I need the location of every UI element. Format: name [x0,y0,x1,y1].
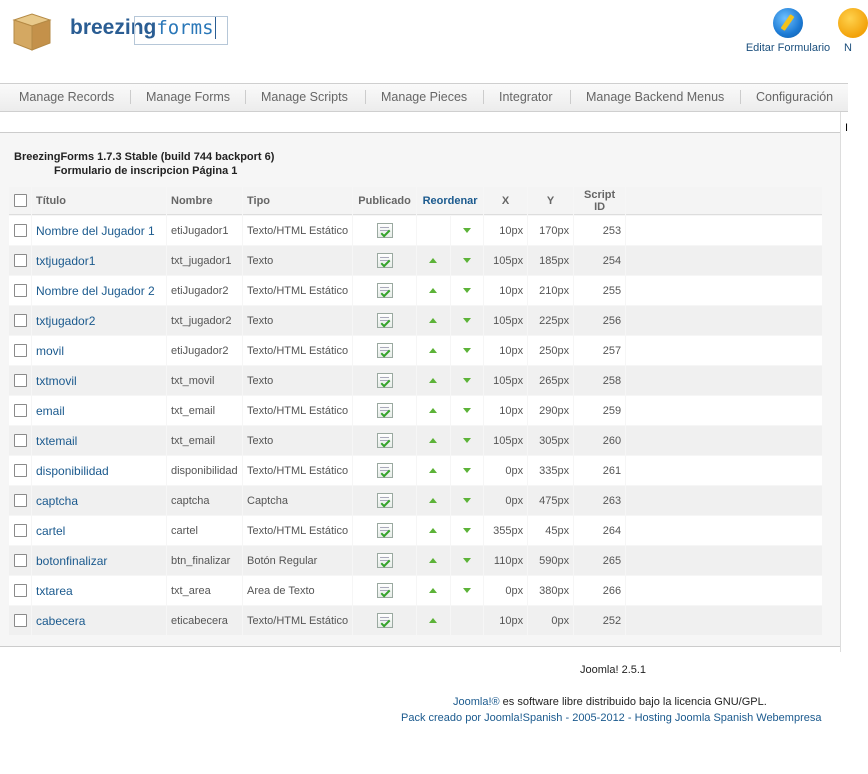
row-checkbox[interactable] [14,374,27,387]
table-row [9,546,822,575]
row-x: 10px [484,396,527,425]
arrow-up-icon[interactable] [429,288,437,293]
arrow-down-icon[interactable] [463,378,471,383]
row-publicado-cell [353,456,416,485]
row-nombre: etiJugador2 [167,276,242,305]
published-icon[interactable] [377,313,393,328]
table-header-row [9,187,822,215]
col-y[interactable]: Y [528,187,573,215]
brand-frame [134,16,228,45]
row-nombre: etiJugador1 [167,216,242,245]
arrow-up-icon[interactable] [429,438,437,443]
row-filler [626,606,822,635]
row-titulo-link[interactable]: captcha [36,493,79,508]
row-filler [626,456,822,485]
row-titulo-link[interactable]: movil [36,343,65,358]
row-move-up-cell [417,426,450,455]
row-titulo-link[interactable]: Nombre del Jugador 1 [36,223,155,238]
row-checkbox-cell [9,366,31,395]
menu-separator [740,90,741,104]
row-move-up-cell [417,276,450,305]
row-checkbox[interactable] [14,344,27,357]
row-script-id: 265 [574,546,625,575]
table-row [9,246,822,275]
row-move-down-cell [451,396,484,425]
row-titulo-link[interactable]: txtarea [36,583,73,598]
row-move-down-cell [451,306,484,335]
row-titulo-cell [32,486,166,515]
arrow-down-icon[interactable] [463,558,471,563]
row-move-up-cell [417,456,450,485]
row-nombre: txt_email [167,396,242,425]
arrow-down-icon[interactable] [463,468,471,473]
col-script-id[interactable]: Script ID [574,187,625,215]
col-tipo[interactable]: Tipo [243,187,352,215]
col-reordenar[interactable]: Reordenar [417,187,483,215]
row-y: 0px [528,606,573,635]
row-y: 210px [528,276,573,305]
row-filler [626,576,822,605]
row-checkbox-cell [9,336,31,365]
row-publicado-cell [353,306,416,335]
row-x: 105px [484,426,527,455]
arrow-down-icon[interactable] [463,258,471,263]
row-titulo-cell [32,546,166,575]
row-checkbox-cell [9,426,31,455]
published-icon[interactable] [377,553,393,568]
version-heading: BreezingForms 1.7.3 Stable (build 744 backport 6) [14,151,275,163]
row-checkbox[interactable] [14,554,27,567]
row-nombre: eticabecera [167,606,242,635]
row-x: 105px [484,366,527,395]
row-move-down-cell [451,456,484,485]
edit-form-label: Editar Formulario [745,42,831,54]
row-titulo-cell [32,606,166,635]
arrow-down-icon[interactable] [463,348,471,353]
table-row [9,276,822,305]
col-filler [626,187,822,215]
row-y: 225px [528,306,573,335]
row-move-up-cell [417,606,450,635]
row-move-down-cell [451,516,484,545]
table-row [9,396,822,425]
right-marker: I [845,122,849,134]
row-checkbox[interactable] [14,524,27,537]
row-checkbox[interactable] [14,404,27,417]
published-icon[interactable] [377,223,393,238]
brand-part2: forms [156,17,214,39]
arrow-up-icon[interactable] [429,378,437,383]
row-script-id: 255 [574,276,625,305]
submenu-bar [0,83,848,112]
row-checkbox-cell [9,606,31,635]
row-script-id: 263 [574,486,625,515]
row-x: 355px [484,516,527,545]
arrow-up-icon[interactable] [429,258,437,263]
published-icon[interactable] [377,493,393,508]
menu-separator [483,90,484,104]
row-filler [626,486,822,515]
box-logo-icon [10,8,54,52]
row-titulo-link[interactable]: cartel [36,523,66,538]
row-script-id: 259 [574,396,625,425]
table-row [9,516,822,545]
row-publicado-cell [353,366,416,395]
row-publicado-cell [353,396,416,425]
row-x: 110px [484,546,527,575]
published-icon[interactable] [377,583,393,598]
row-move-down-cell [451,486,484,515]
row-titulo-cell [32,336,166,365]
table-row [9,486,822,515]
menu-manage-forms[interactable]: Manage Forms [146,90,231,104]
menu-manage-scripts[interactable]: Manage Scripts [261,90,348,104]
row-nombre: txt_movil [167,366,242,395]
row-x: 0px [484,486,527,515]
row-move-up-cell [417,366,450,395]
row-tipo: Texto [243,306,352,335]
row-script-id: 264 [574,516,625,545]
row-checkbox-cell [9,396,31,425]
row-script-id: 258 [574,366,625,395]
row-nombre: captcha [167,486,242,515]
row-nombre: txt_jugador1 [167,246,242,275]
table-row [9,336,822,365]
row-tipo: Texto/HTML Estático [243,336,352,365]
row-filler [626,246,822,275]
form-heading: Formulario de inscripcion Página 1 [54,165,238,177]
published-icon[interactable] [377,253,393,268]
brand-part1: breezing [70,16,157,39]
menu-manage-records[interactable]: Manage Records [19,90,115,104]
row-move-up-cell [417,516,450,545]
arrow-down-icon[interactable] [463,528,471,533]
row-tipo: Texto/HTML Estático [243,456,352,485]
license-line [453,696,767,708]
arrow-down-icon[interactable] [463,588,471,593]
select-all-checkbox[interactable] [14,194,27,207]
row-x: 105px [484,246,527,275]
joomla-version: Joomla! 2.5.1 [580,664,647,676]
row-move-up-cell [417,216,450,245]
row-x: 10px [484,606,527,635]
published-icon[interactable] [377,523,393,538]
row-checkbox-cell [9,216,31,245]
row-y: 250px [528,336,573,365]
row-titulo-cell [32,246,166,275]
row-move-up-cell [417,486,450,515]
pack-credits-link[interactable]: Pack creado por Joomla!Spanish - 2005-2012 - Hosting Joomla Spanish Webempresa [401,712,822,724]
table-row [9,216,822,245]
arrow-up-icon[interactable] [429,618,437,623]
row-tipo: Texto [243,246,352,275]
row-filler [626,216,822,245]
elements-table [8,186,823,636]
arrow-up-icon[interactable] [429,588,437,593]
row-nombre: etiJugador2 [167,336,242,365]
row-tipo: Captcha [243,486,352,515]
table-row [9,606,822,635]
published-icon[interactable] [377,343,393,358]
edit-pencil-icon [773,8,803,38]
row-titulo-cell [32,396,166,425]
menu-integrator[interactable]: Integrator [499,90,553,104]
row-titulo-link[interactable]: cabecera [36,613,86,628]
menu-separator [570,90,571,104]
row-move-up-cell [417,306,450,335]
row-y: 265px [528,366,573,395]
row-titulo-cell [32,426,166,455]
col-x[interactable]: X [484,187,527,215]
row-tipo: Texto/HTML Estático [243,216,352,245]
col-nombre[interactable]: Nombre [167,187,242,215]
row-move-down-cell [451,426,484,455]
row-move-up-cell [417,246,450,275]
published-icon[interactable] [377,403,393,418]
row-script-id: 253 [574,216,625,245]
row-y: 45px [528,516,573,545]
table-row [9,306,822,335]
row-filler [626,546,822,575]
row-checkbox-cell [9,306,31,335]
row-publicado-cell [353,576,416,605]
row-x: 0px [484,456,527,485]
edit-form-button[interactable] [742,8,834,54]
arrow-down-icon[interactable] [463,228,471,233]
row-checkbox[interactable] [14,284,27,297]
row-nombre: cartel [167,516,242,545]
arrow-down-icon[interactable] [463,498,471,503]
row-checkbox-cell [9,456,31,485]
menu-separator [130,90,131,104]
row-script-id: 261 [574,456,625,485]
published-icon[interactable] [377,463,393,478]
row-tipo: Texto/HTML Estático [243,516,352,545]
row-y: 185px [528,246,573,275]
row-checkbox-cell [9,276,31,305]
row-checkbox[interactable] [14,314,27,327]
row-checkbox[interactable] [14,224,27,237]
row-publicado-cell [353,216,416,245]
row-nombre: disponibilidad [167,456,242,485]
row-checkbox[interactable] [14,434,27,447]
published-icon[interactable] [377,433,393,448]
published-icon[interactable] [377,613,393,628]
menu-configuracion[interactable]: Configuración [756,90,834,104]
row-y: 335px [528,456,573,485]
row-filler [626,366,822,395]
row-tipo: Texto/HTML Estático [243,606,352,635]
row-move-down-cell [451,216,484,245]
row-checkbox-cell [9,546,31,575]
row-checkbox[interactable] [14,494,27,507]
row-checkbox[interactable] [14,464,27,477]
row-script-id: 257 [574,336,625,365]
toolbar-icon [838,8,868,38]
row-titulo-link[interactable]: Nombre del Jugador 2 [36,283,155,298]
row-script-id: 266 [574,576,625,605]
row-filler [626,306,822,335]
row-move-down-cell [451,276,484,305]
row-checkbox-cell [9,246,31,275]
col-publicado[interactable]: Publicado [353,187,416,215]
row-nombre: txt_email [167,426,242,455]
row-titulo-link[interactable]: txtjugador1 [36,253,96,268]
row-titulo-link[interactable]: email [36,403,65,418]
row-publicado-cell [353,276,416,305]
row-tipo: Texto [243,366,352,395]
row-move-down-cell [451,546,484,575]
row-x: 10px [484,336,527,365]
row-publicado-cell [353,426,416,455]
published-icon[interactable] [377,283,393,298]
row-move-down-cell [451,246,484,275]
row-titulo-cell [32,516,166,545]
row-y: 380px [528,576,573,605]
row-publicado-cell [353,486,416,515]
table-row [9,576,822,605]
row-nombre: txt_area [167,576,242,605]
row-publicado-cell [353,606,416,635]
col-titulo[interactable]: Título [32,187,166,215]
row-y: 475px [528,486,573,515]
row-titulo-cell [32,276,166,305]
row-move-down-cell [451,576,484,605]
row-checkbox[interactable] [14,614,27,627]
row-checkbox-cell [9,486,31,515]
row-tipo: Texto/HTML Estático [243,396,352,425]
arrow-down-icon[interactable] [463,408,471,413]
table-row [9,366,822,395]
row-x: 10px [484,276,527,305]
published-icon[interactable] [377,373,393,388]
row-filler [626,426,822,455]
arrow-down-icon[interactable] [463,438,471,443]
arrow-up-icon[interactable] [429,558,437,563]
arrow-down-icon[interactable] [463,288,471,293]
row-titulo-cell [32,576,166,605]
row-titulo-link[interactable]: txtmovil [36,373,77,388]
row-nombre: btn_finalizar [167,546,242,575]
row-checkbox[interactable] [14,584,27,597]
row-titulo-cell [32,306,166,335]
row-titulo-link[interactable]: txtjugador2 [36,313,96,328]
row-y: 290px [528,396,573,425]
row-move-down-cell [451,606,484,635]
row-filler [626,516,822,545]
row-x: 10px [484,216,527,245]
row-titulo-link[interactable]: txtemail [36,433,78,448]
row-titulo-cell [32,216,166,245]
row-move-up-cell [417,546,450,575]
row-checkbox-cell [9,576,31,605]
arrow-up-icon[interactable] [429,498,437,503]
row-publicado-cell [353,246,416,275]
row-move-up-cell [417,336,450,365]
arrow-up-icon[interactable] [429,468,437,473]
row-filler [626,276,822,305]
row-script-id: 260 [574,426,625,455]
menu-manage-backend-menus[interactable]: Manage Backend Menus [586,90,725,104]
row-move-down-cell [451,336,484,365]
row-publicado-cell [353,516,416,545]
row-y: 305px [528,426,573,455]
row-checkbox-cell [9,516,31,545]
next-toolbar-label: N [844,42,852,54]
row-filler [626,396,822,425]
row-titulo-cell [32,456,166,485]
row-x: 105px [484,306,527,335]
row-titulo-cell [32,366,166,395]
row-y: 590px [528,546,573,575]
row-publicado-cell [353,546,416,575]
arrow-up-icon[interactable] [429,348,437,353]
menu-separator [365,90,366,104]
row-titulo-link[interactable]: botonfinalizar [36,553,108,568]
menu-separator [245,90,246,104]
row-tipo: Botón Regular [243,546,352,575]
row-move-up-cell [417,576,450,605]
row-tipo: Texto/HTML Estático [243,276,352,305]
row-publicado-cell [353,336,416,365]
arrow-up-icon[interactable] [429,528,437,533]
license-text: es software libre distribuido bajo la licencia GNU/GPL. [499,696,767,708]
row-y: 170px [528,216,573,245]
arrow-down-icon[interactable] [463,318,471,323]
next-toolbar-button[interactable] [838,8,858,54]
header [0,0,852,70]
row-tipo: Area de Texto [243,576,352,605]
table-row [9,456,822,485]
row-checkbox[interactable] [14,254,27,267]
arrow-up-icon[interactable] [429,408,437,413]
row-x: 0px [484,576,527,605]
arrow-up-icon[interactable] [429,318,437,323]
pack-credits [401,712,821,724]
row-script-id: 254 [574,246,625,275]
row-titulo-link[interactable]: disponibilidad [36,463,109,478]
select-all-cell [9,187,31,215]
table-row [9,426,822,455]
row-tipo: Texto [243,426,352,455]
row-nombre: txt_jugador2 [167,306,242,335]
row-script-id: 252 [574,606,625,635]
row-move-up-cell [417,396,450,425]
right-panel-edge [840,112,849,652]
row-move-down-cell [451,366,484,395]
row-script-id: 256 [574,306,625,335]
joomla-link[interactable]: Joomla!® [453,696,500,708]
row-filler [626,336,822,365]
menu-manage-pieces[interactable]: Manage Pieces [381,90,468,104]
